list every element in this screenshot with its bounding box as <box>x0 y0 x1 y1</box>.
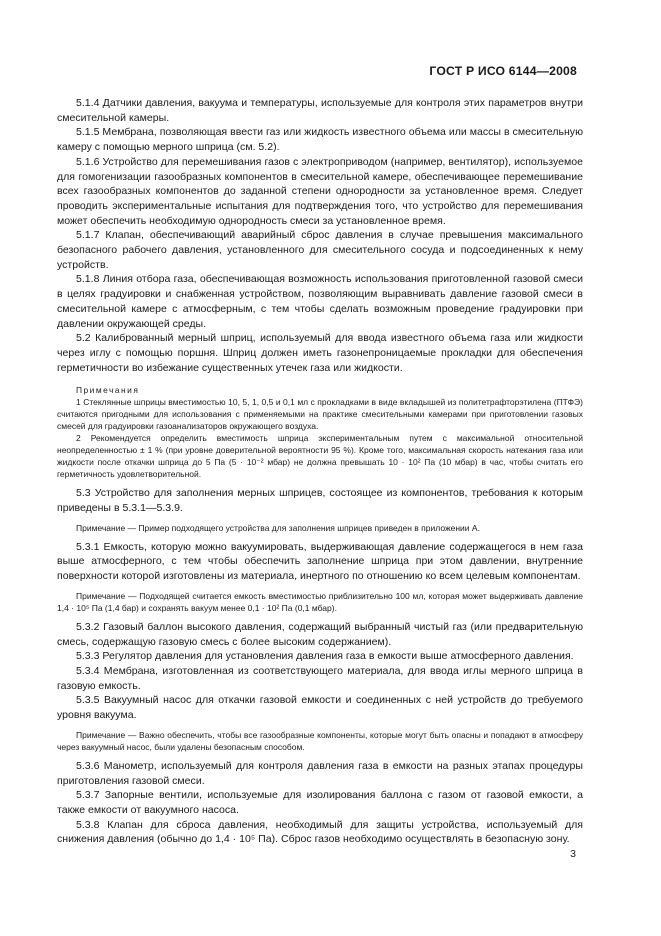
document-header: ГОСТ Р ИСО 6144—2008 <box>429 64 577 78</box>
clause-5-3-8: 5.3.8 Клапан для сброса давления, необходимый для защиты устройства, используемый для снижения давления (обычно до 1,4 · 10⁵ Па). Сброс газов необходимо осуществлять в безопасную зону. <box>57 818 583 846</box>
note-1: 1 Стеклянные шприцы вместимостью 10, 5, 1, 0,5 и 0,1 мл с прокладками в виде вкладышей из политетрафторэтилена (ПТФЭ) считаются пригодными для использования с применяемыми на практике смесительными камерами при приготовлении газовых смесей для градуировки газоанализаторов окружающего воздуха. <box>57 397 583 432</box>
notes-heading: Примечания <box>76 385 140 396</box>
note-5-3-1: Примечание — Подходящей считается емкость вместимостью приблизительно 100 мл, которая может выдерживать давление 1,4 · 10⁵ Па (1,4 бар) и сохранять вакуум менее 0,1 · 10² Па (0,1 мбар). <box>57 590 583 613</box>
note-5-3-5: Примечание — Важно обеспечить, чтобы все газообразные компоненты, которые могут быть опасны и попадают в атмосферу через вакуумный насос, были удалены безопасным способом. <box>57 729 583 752</box>
page-body <box>57 96 583 847</box>
note-2: 2 Рекомендуется определить вместимость шприца экспериментальным путем с максимальной относительной неопределенностью ± 1 % (при уровне доверительной вероятности 95 %). Кроме того, максимальная скорость натекания газа или жидкости после откачки шприца до 5 Па (5 · 10⁻² мбар) не должна превышать 10 · 10² Па (10 мбар) в час, чтобы считать его герметичность удовлетворительной. <box>57 433 583 480</box>
clause-5-3-1: 5.3.1 Емкость, которую можно вакуумировать, выдерживающая давление содержащегося в нем газа выше атмосферного, с тем чтобы обеспечить заполнение шприца при этом давлении, внутренние поверхности которой изготовлены из материала, инертного по отношению ко всем целевым компонентам. <box>57 540 583 583</box>
clause-5-1-6: 5.1.6 Устройство для перемешивания газов с электроприводом (например, вентилятор), используемое для гомогенизации газообразных компонентов в смесительной камере, обеспечивающее перемешивание всех газообразных компонентов до заданной степени однородности за установленное время. Следует проводить экспериментальные испытания для подтверждения того, что устройство для перемешивания может обеспечить необходимую однородность смеси за установленное время. <box>57 155 583 227</box>
clause-5-1-4: 5.1.4 Датчики давления, вакуума и температуры, используемые для контроля этих параметров внутри смесительной камеры. <box>57 97 583 124</box>
clause-5-1-5: 5.1.5 Мембрана, позволяющая ввести газ или жидкость известного объема или массы в смесительную камеру с помощью мерного шприца (см. 5.2). <box>57 126 583 154</box>
note-5-3: Примечание — Пример подходящего устройства для заполнения шприцев приведен в приложении А. <box>76 522 480 533</box>
clause-5-3-2: 5.3.2 Газовый баллон высокого давления, содержащий выбранный чистый газ (или предварительную смесь, содержащую газовую смесь с более высоким содержанием). <box>57 620 583 648</box>
clause-5-2: 5.2 Калиброванный мерный шприц, используемый для ввода известного объема газа или жидкости через иглу с помощью поршня. Шприц должен иметь газонепроницаемые прокладки для обеспечения герметичности во избежание существенных утечек газа или жидкости. <box>57 332 583 374</box>
clause-5-3: 5.3 Устройство для заполнения мерных шприцев, состоящее из компонентов, требования к которым приведены в 5.3.1—5.3.9. <box>57 487 583 515</box>
page-number: 3 <box>570 848 576 860</box>
clause-5-1-7: 5.1.7 Клапан, обеспечивающий аварийный сброс давления в случае превышения максимального безопасного рабочего давления, установленного для смесительного сосуда и подсоединенных к нему устройств. <box>57 229 583 271</box>
clause-5-3-5: 5.3.5 Вакуумный насос для откачки газовой емкости и соединенных с ней устройств до требуемого уровня вакуума. <box>57 694 583 722</box>
clause-5-3-7: 5.3.7 Запорные вентили, используемые для изолирования баллона с газом от газовой емкости, а также емкости от вакуумного насоса. <box>57 789 583 816</box>
clause-5-3-6: 5.3.6 Манометр, используемый для контроля давления газа в емкости на разных этапах процедуры приготовления газовой смеси. <box>57 759 583 787</box>
clause-5-1-8: 5.1.8 Линия отбора газа, обеспечивающая возможность использования приготовленной газовой смеси в целях градуировки и снабженная устройством, позволяющим выравнивать давление газовой смеси в смесительной камере с атмосферным, с тем чтобы сделать возможным проведение градуировки при давлении окружающей среды. <box>57 273 583 330</box>
clause-5-3-4: 5.3.4 Мембрана, изготовленная из соответствующего материала, для ввода иглы мерного шприца в газовую емкость. <box>57 664 583 692</box>
clause-5-3-3: 5.3.3 Регулятор давления для установления давления газа в емкости выше атмосферного давления. <box>76 650 574 663</box>
